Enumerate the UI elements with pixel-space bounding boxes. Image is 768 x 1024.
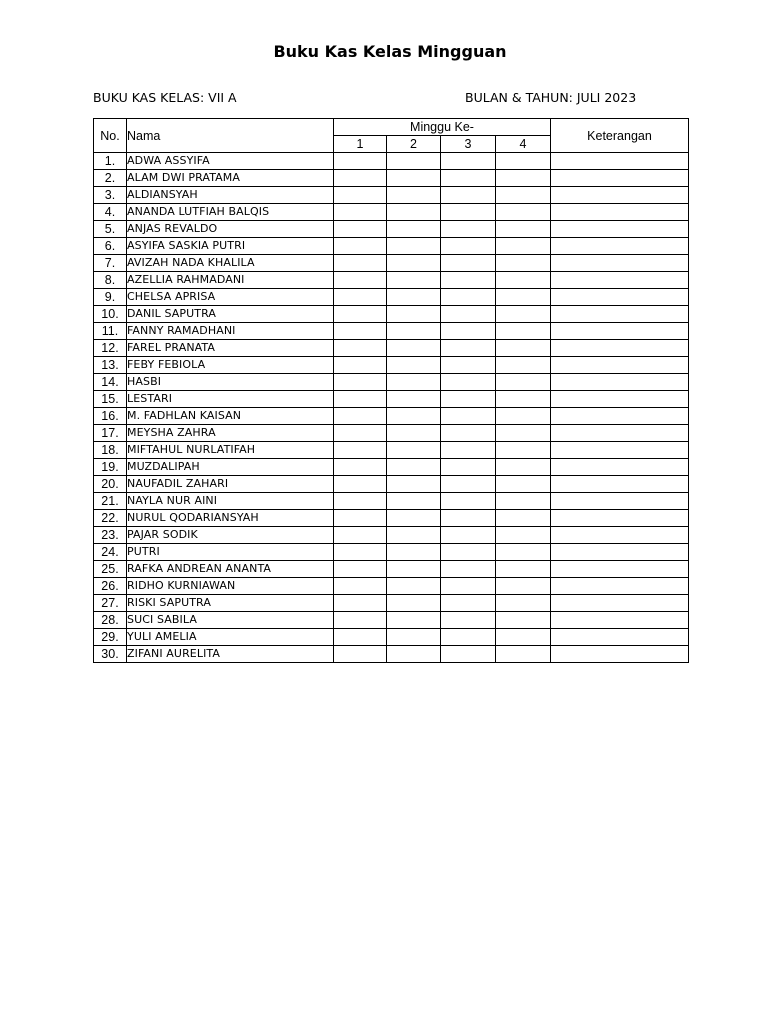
week-4-cell[interactable]	[496, 357, 551, 374]
row-number: 4.	[94, 204, 127, 221]
week-1-cell[interactable]	[334, 425, 387, 442]
student-name: RAFKA ANDREAN ANANTA	[127, 561, 334, 578]
row-number: 16.	[94, 408, 127, 425]
week-3-cell[interactable]	[441, 289, 496, 306]
week-3-cell[interactable]	[441, 544, 496, 561]
keterangan-cell[interactable]	[551, 510, 689, 527]
row-number: 6.	[94, 238, 127, 255]
week-3-cell[interactable]	[441, 612, 496, 629]
week-1-cell[interactable]	[334, 238, 387, 255]
week-4-cell[interactable]	[496, 561, 551, 578]
header-no: No.	[94, 119, 127, 153]
week-1-cell[interactable]	[334, 306, 387, 323]
student-name: MEYSHA ZAHRA	[127, 425, 334, 442]
header-week-4: 4	[496, 136, 551, 153]
student-name: NURUL QODARIANSYAH	[127, 510, 334, 527]
row-number: 1.	[94, 153, 127, 170]
week-3-cell[interactable]	[441, 595, 496, 612]
week-3-cell[interactable]	[441, 357, 496, 374]
week-2-cell[interactable]	[387, 306, 441, 323]
student-name: YULI AMELIA	[127, 629, 334, 646]
table-row	[94, 153, 689, 170]
week-1-cell[interactable]	[334, 170, 387, 187]
keterangan-cell[interactable]	[551, 442, 689, 459]
row-number: 23.	[94, 527, 127, 544]
keterangan-cell[interactable]	[551, 391, 689, 408]
keterangan-cell[interactable]	[551, 238, 689, 255]
week-4-cell[interactable]	[496, 629, 551, 646]
table-row	[94, 442, 689, 459]
student-name: HASBI	[127, 374, 334, 391]
week-4-cell[interactable]	[496, 595, 551, 612]
header-keterangan: Keterangan	[551, 119, 689, 153]
keterangan-cell[interactable]	[551, 459, 689, 476]
week-3-cell[interactable]	[441, 238, 496, 255]
week-1-cell[interactable]	[334, 493, 387, 510]
row-number: 13.	[94, 357, 127, 374]
row-number: 2.	[94, 170, 127, 187]
keterangan-cell[interactable]	[551, 255, 689, 272]
student-name: DANIL SAPUTRA	[127, 306, 334, 323]
row-number: 28.	[94, 612, 127, 629]
row-number: 30.	[94, 646, 127, 663]
keterangan-cell[interactable]	[551, 595, 689, 612]
keterangan-cell[interactable]	[551, 425, 689, 442]
week-4-cell[interactable]	[496, 255, 551, 272]
row-number: 7.	[94, 255, 127, 272]
student-name: SUCI SABILA	[127, 612, 334, 629]
week-2-cell[interactable]	[387, 476, 441, 493]
week-3-cell[interactable]	[441, 646, 496, 663]
week-3-cell[interactable]	[441, 255, 496, 272]
student-name: ALDIANSYAH	[127, 187, 334, 204]
week-2-cell[interactable]	[387, 289, 441, 306]
week-4-cell[interactable]	[496, 221, 551, 238]
table-row	[94, 340, 689, 357]
week-1-cell[interactable]	[334, 340, 387, 357]
student-name: ANJAS REVALDO	[127, 221, 334, 238]
week-1-cell[interactable]	[334, 408, 387, 425]
week-1-cell[interactable]	[334, 153, 387, 170]
class-label: BUKU KAS KELAS: VII A	[93, 90, 237, 105]
student-name: FEBY FEBIOLA	[127, 357, 334, 374]
week-3-cell[interactable]	[441, 340, 496, 357]
week-4-cell[interactable]	[496, 306, 551, 323]
week-1-cell[interactable]	[334, 612, 387, 629]
week-4-cell[interactable]	[496, 442, 551, 459]
week-4-cell[interactable]	[496, 425, 551, 442]
row-number: 5.	[94, 221, 127, 238]
week-2-cell[interactable]	[387, 153, 441, 170]
week-3-cell[interactable]	[441, 170, 496, 187]
week-3-cell[interactable]	[441, 510, 496, 527]
student-name: AVIZAH NADA KHALILA	[127, 255, 334, 272]
week-2-cell[interactable]	[387, 510, 441, 527]
week-4-cell[interactable]	[496, 544, 551, 561]
week-4-cell[interactable]	[496, 170, 551, 187]
student-name: RIDHO KURNIAWAN	[127, 578, 334, 595]
week-2-cell[interactable]	[387, 442, 441, 459]
row-number: 15.	[94, 391, 127, 408]
week-4-cell[interactable]	[496, 578, 551, 595]
keterangan-cell[interactable]	[551, 527, 689, 544]
student-name: RISKI SAPUTRA	[127, 595, 334, 612]
week-2-cell[interactable]	[387, 170, 441, 187]
week-4-cell[interactable]	[496, 476, 551, 493]
row-number: 19.	[94, 459, 127, 476]
week-4-cell[interactable]	[496, 646, 551, 663]
week-2-cell[interactable]	[387, 238, 441, 255]
table-row	[94, 204, 689, 221]
keterangan-cell[interactable]	[551, 578, 689, 595]
table-row	[94, 527, 689, 544]
table-row	[94, 476, 689, 493]
week-2-cell[interactable]	[387, 527, 441, 544]
cash-book-table	[93, 118, 689, 663]
row-number: 17.	[94, 425, 127, 442]
student-name: M. FADHLAN KAISAN	[127, 408, 334, 425]
table-row	[94, 272, 689, 289]
week-4-cell[interactable]	[496, 612, 551, 629]
student-name: FANNY RAMADHANI	[127, 323, 334, 340]
keterangan-cell[interactable]	[551, 153, 689, 170]
table-row	[94, 374, 689, 391]
keterangan-cell[interactable]	[551, 493, 689, 510]
table-row	[94, 323, 689, 340]
keterangan-cell[interactable]	[551, 544, 689, 561]
student-name: MIFTAHUL NURLATIFAH	[127, 442, 334, 459]
week-2-cell[interactable]	[387, 561, 441, 578]
week-1-cell[interactable]	[334, 255, 387, 272]
header-nama: Nama	[127, 119, 334, 153]
row-number: 29.	[94, 629, 127, 646]
week-4-cell[interactable]	[496, 527, 551, 544]
table-row	[94, 578, 689, 595]
week-2-cell[interactable]	[387, 391, 441, 408]
student-name: ADWA ASSYIFA	[127, 153, 334, 170]
week-2-cell[interactable]	[387, 374, 441, 391]
keterangan-cell[interactable]	[551, 204, 689, 221]
table-row	[94, 544, 689, 561]
week-4-cell[interactable]	[496, 510, 551, 527]
table-row	[94, 408, 689, 425]
week-1-cell[interactable]	[334, 442, 387, 459]
week-2-cell[interactable]	[387, 629, 441, 646]
header-week-3: 3	[441, 136, 496, 153]
week-1-cell[interactable]	[334, 629, 387, 646]
week-3-cell[interactable]	[441, 391, 496, 408]
table-row	[94, 289, 689, 306]
student-name: ALAM DWI PRATAMA	[127, 170, 334, 187]
student-name: ANANDA LUTFIAH BALQIS	[127, 204, 334, 221]
week-3-cell[interactable]	[441, 306, 496, 323]
week-3-cell[interactable]	[441, 459, 496, 476]
keterangan-cell[interactable]	[551, 272, 689, 289]
week-3-cell[interactable]	[441, 408, 496, 425]
week-1-cell[interactable]	[334, 527, 387, 544]
week-3-cell[interactable]	[441, 187, 496, 204]
row-number: 11.	[94, 323, 127, 340]
week-1-cell[interactable]	[334, 391, 387, 408]
row-number: 26.	[94, 578, 127, 595]
keterangan-cell[interactable]	[551, 612, 689, 629]
header-minggu: Minggu Ke-	[334, 119, 551, 136]
keterangan-cell[interactable]	[551, 629, 689, 646]
student-name: ASYIFA SASKIA PUTRI	[127, 238, 334, 255]
week-1-cell[interactable]	[334, 544, 387, 561]
week-1-cell[interactable]	[334, 561, 387, 578]
row-number: 27.	[94, 595, 127, 612]
week-3-cell[interactable]	[441, 578, 496, 595]
student-name: FAREL PRANATA	[127, 340, 334, 357]
keterangan-cell[interactable]	[551, 340, 689, 357]
table-row	[94, 459, 689, 476]
week-2-cell[interactable]	[387, 255, 441, 272]
week-3-cell[interactable]	[441, 442, 496, 459]
week-1-cell[interactable]	[334, 272, 387, 289]
week-4-cell[interactable]	[496, 408, 551, 425]
header-week-1: 1	[334, 136, 387, 153]
table-row	[94, 425, 689, 442]
week-2-cell[interactable]	[387, 204, 441, 221]
table-row	[94, 646, 689, 663]
row-number: 8.	[94, 272, 127, 289]
week-4-cell[interactable]	[496, 459, 551, 476]
student-name: AZELLIA RAHMADANI	[127, 272, 334, 289]
row-number: 25.	[94, 561, 127, 578]
row-number: 21.	[94, 493, 127, 510]
row-number: 22.	[94, 510, 127, 527]
week-3-cell[interactable]	[441, 221, 496, 238]
keterangan-cell[interactable]	[551, 221, 689, 238]
table-row	[94, 357, 689, 374]
week-2-cell[interactable]	[387, 425, 441, 442]
week-3-cell[interactable]	[441, 561, 496, 578]
keterangan-cell[interactable]	[551, 476, 689, 493]
week-4-cell[interactable]	[496, 204, 551, 221]
week-3-cell[interactable]	[441, 323, 496, 340]
keterangan-cell[interactable]	[551, 408, 689, 425]
week-2-cell[interactable]	[387, 272, 441, 289]
row-number: 14.	[94, 374, 127, 391]
week-1-cell[interactable]	[334, 221, 387, 238]
student-name: LESTARI	[127, 391, 334, 408]
row-number: 10.	[94, 306, 127, 323]
week-3-cell[interactable]	[441, 493, 496, 510]
table-row	[94, 510, 689, 527]
week-3-cell[interactable]	[441, 204, 496, 221]
keterangan-cell[interactable]	[551, 306, 689, 323]
keterangan-cell[interactable]	[551, 289, 689, 306]
table-row	[94, 238, 689, 255]
week-1-cell[interactable]	[334, 289, 387, 306]
week-4-cell[interactable]	[496, 493, 551, 510]
student-name: NAYLA NUR AINI	[127, 493, 334, 510]
row-number: 12.	[94, 340, 127, 357]
student-name: PUTRI	[127, 544, 334, 561]
week-2-cell[interactable]	[387, 493, 441, 510]
week-3-cell[interactable]	[441, 153, 496, 170]
table-row	[94, 595, 689, 612]
week-1-cell[interactable]	[334, 595, 387, 612]
week-1-cell[interactable]	[334, 476, 387, 493]
week-1-cell[interactable]	[334, 510, 387, 527]
keterangan-cell[interactable]	[551, 357, 689, 374]
week-2-cell[interactable]	[387, 357, 441, 374]
table-row	[94, 612, 689, 629]
week-1-cell[interactable]	[334, 187, 387, 204]
week-4-cell[interactable]	[496, 289, 551, 306]
week-1-cell[interactable]	[334, 578, 387, 595]
table-row	[94, 170, 689, 187]
table-row	[94, 187, 689, 204]
week-4-cell[interactable]	[496, 238, 551, 255]
week-3-cell[interactable]	[441, 374, 496, 391]
keterangan-cell[interactable]	[551, 646, 689, 663]
table-row	[94, 493, 689, 510]
table-row	[94, 306, 689, 323]
student-name: CHELSA APRISA	[127, 289, 334, 306]
week-4-cell[interactable]	[496, 340, 551, 357]
week-4-cell[interactable]	[496, 323, 551, 340]
week-3-cell[interactable]	[441, 476, 496, 493]
keterangan-cell[interactable]	[551, 561, 689, 578]
table-row	[94, 561, 689, 578]
week-2-cell[interactable]	[387, 340, 441, 357]
week-2-cell[interactable]	[387, 221, 441, 238]
row-number: 9.	[94, 289, 127, 306]
table-row	[94, 629, 689, 646]
week-2-cell[interactable]	[387, 595, 441, 612]
week-2-cell[interactable]	[387, 646, 441, 663]
week-3-cell[interactable]	[441, 425, 496, 442]
keterangan-cell[interactable]	[551, 170, 689, 187]
week-4-cell[interactable]	[496, 374, 551, 391]
week-4-cell[interactable]	[496, 153, 551, 170]
week-4-cell[interactable]	[496, 187, 551, 204]
student-name: ZIFANI AURELITA	[127, 646, 334, 663]
student-name: PAJAR SODIK	[127, 527, 334, 544]
week-1-cell[interactable]	[334, 323, 387, 340]
keterangan-cell[interactable]	[551, 187, 689, 204]
student-name: MUZDALIPAH	[127, 459, 334, 476]
row-number: 20.	[94, 476, 127, 493]
week-1-cell[interactable]	[334, 374, 387, 391]
table-row	[94, 221, 689, 238]
row-number: 24.	[94, 544, 127, 561]
week-2-cell[interactable]	[387, 612, 441, 629]
table-row	[94, 391, 689, 408]
week-2-cell[interactable]	[387, 408, 441, 425]
keterangan-cell[interactable]	[551, 374, 689, 391]
row-number: 3.	[94, 187, 127, 204]
week-2-cell[interactable]	[387, 187, 441, 204]
week-3-cell[interactable]	[441, 629, 496, 646]
week-4-cell[interactable]	[496, 272, 551, 289]
student-name: NAUFADIL ZAHARI	[127, 476, 334, 493]
period-label: BULAN & TAHUN: JULI 2023	[465, 90, 637, 105]
week-2-cell[interactable]	[387, 459, 441, 476]
week-4-cell[interactable]	[496, 391, 551, 408]
week-2-cell[interactable]	[387, 578, 441, 595]
row-number: 18.	[94, 442, 127, 459]
table-row	[94, 255, 689, 272]
week-1-cell[interactable]	[334, 646, 387, 663]
week-2-cell[interactable]	[387, 323, 441, 340]
week-2-cell[interactable]	[387, 544, 441, 561]
week-3-cell[interactable]	[441, 527, 496, 544]
week-3-cell[interactable]	[441, 272, 496, 289]
header-week-2: 2	[387, 136, 441, 153]
week-1-cell[interactable]	[334, 204, 387, 221]
page-title: Buku Kas Kelas Mingguan	[273, 42, 507, 61]
keterangan-cell[interactable]	[551, 323, 689, 340]
week-1-cell[interactable]	[334, 357, 387, 374]
week-1-cell[interactable]	[334, 459, 387, 476]
